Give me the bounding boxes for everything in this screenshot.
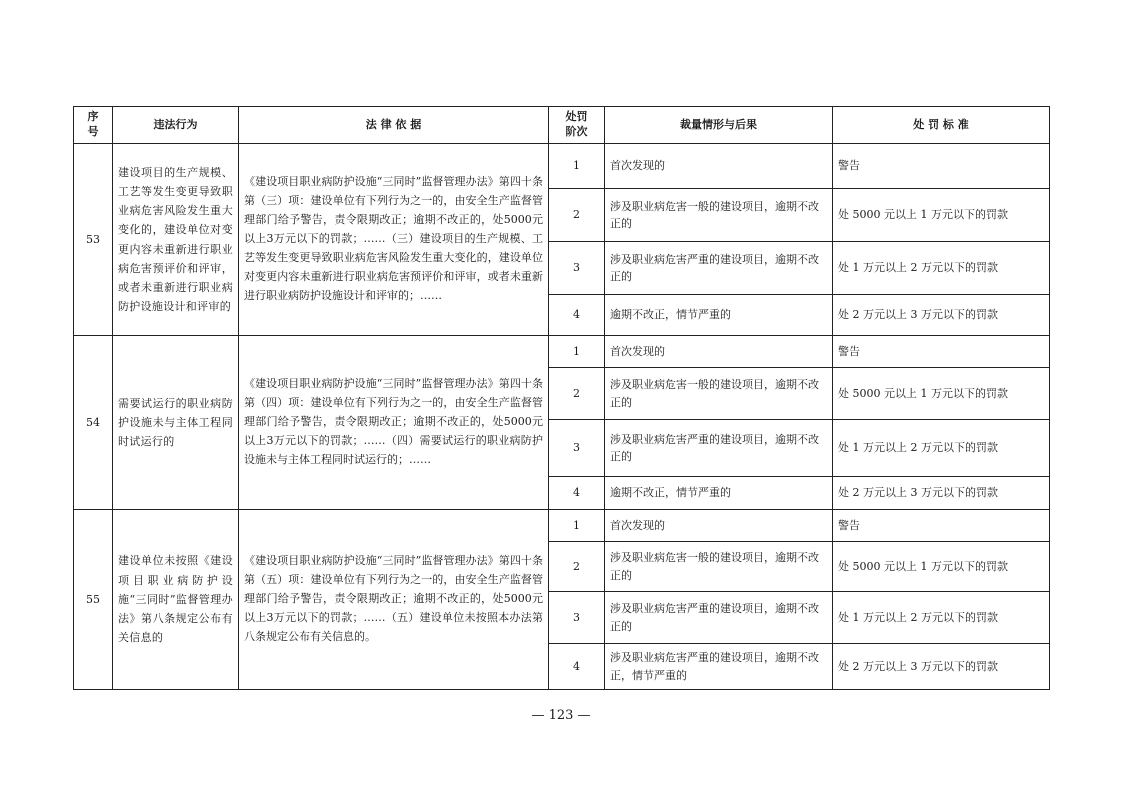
legal-basis-cell: 《建设项目职业病防护设施“三同时”监督管理办法》第四十条第（三）项：建设单位有下列行为之一的，由安全生产监督管理部门给予警告，责令限期改正；逾期不改正的，处5000元以上3万元以下的罚款；……（三）建设项目的生产规模、工艺等发生变更导致职业病危害风险发生重大变化的，建设单位对变更内容未重新进行职业病危害预评价和评审，或者未重新进行职业病防护设施设计和评审的；…… xyxy=(239,144,549,336)
header-law: 法 律 依 据 xyxy=(239,107,549,144)
header-no: 序号 xyxy=(74,107,113,144)
penalty-standard: 警告 xyxy=(833,510,1050,542)
discretion-condition: 首次发现的 xyxy=(605,336,833,368)
penalty-standard: 处 5000 元以上 1 万元以下的罚款 xyxy=(833,189,1050,242)
header-row xyxy=(74,107,1050,144)
penalty-standard: 处 2 万元以上 3 万元以下的罚款 xyxy=(833,295,1050,336)
discretion-condition: 逾期不改正，情节严重的 xyxy=(605,295,833,336)
discretion-condition: 涉及职业病危害一般的建设项目，逾期不改正的 xyxy=(605,189,833,242)
violation-cell: 建设项目的生产规模、工艺等发生变更导致职业病危害风险发生重大变化的，建设单位对变更内容未重新进行职业病危害预评价和评审，或者未重新进行职业病防护设施设计和评审的 xyxy=(113,144,239,336)
page-number: — 123 — xyxy=(531,708,591,723)
penalty-level: 1 xyxy=(549,510,605,542)
discretion-condition: 首次发现的 xyxy=(605,510,833,542)
penalty-level: 1 xyxy=(549,144,605,189)
table-row xyxy=(74,144,1050,189)
table-row xyxy=(74,336,1050,368)
penalty-level: 4 xyxy=(549,644,605,690)
penalty-standard: 处 2 万元以上 3 万元以下的罚款 xyxy=(833,477,1050,510)
row-number: 55 xyxy=(74,510,113,690)
row-number: 54 xyxy=(74,336,113,510)
discretion-condition: 涉及职业病危害严重的建设项目，逾期不改正，情节严重的 xyxy=(605,644,833,690)
penalty-table xyxy=(73,106,1050,690)
discretion-condition: 逾期不改正，情节严重的 xyxy=(605,477,833,510)
penalty-level: 2 xyxy=(549,368,605,420)
violation-cell: 建设单位未按照《建设项目职业病防护设施“三同时”监督管理办法》第八条规定公布有关信息的 xyxy=(113,510,239,690)
discretion-condition: 涉及职业病危害一般的建设项目，逾期不改正的 xyxy=(605,368,833,420)
header-cond: 裁量情形与后果 xyxy=(605,107,833,144)
penalty-standard: 警告 xyxy=(833,336,1050,368)
penalty-level: 3 xyxy=(549,420,605,477)
penalty-level: 4 xyxy=(549,477,605,510)
penalty-standard: 处 5000 元以上 1 万元以下的罚款 xyxy=(833,542,1050,592)
discretion-condition: 首次发现的 xyxy=(605,144,833,189)
table-row xyxy=(74,510,1050,542)
penalty-level: 1 xyxy=(549,336,605,368)
penalty-standard: 处 1 万元以上 2 万元以下的罚款 xyxy=(833,592,1050,644)
discretion-condition: 涉及职业病危害一般的建设项目，逾期不改正的 xyxy=(605,542,833,592)
header-std: 处 罚 标 准 xyxy=(833,107,1050,144)
penalty-standard: 处 1 万元以上 2 万元以下的罚款 xyxy=(833,242,1050,295)
penalty-standard: 处 5000 元以上 1 万元以下的罚款 xyxy=(833,368,1050,420)
legal-basis-cell: 《建设项目职业病防护设施“三同时”监督管理办法》第四十条第（五）项：建设单位有下列行为之一的，由安全生产监督管理部门给予警告，责令限期改正；逾期不改正的，处5000元以上3万元以下的罚款；……（五）建设单位未按照本办法第八条规定公布有关信息的。 xyxy=(239,510,549,690)
penalty-standard: 处 2 万元以上 3 万元以下的罚款 xyxy=(833,644,1050,690)
penalty-standard: 警告 xyxy=(833,144,1050,189)
penalty-standard: 处 1 万元以上 2 万元以下的罚款 xyxy=(833,420,1050,477)
penalty-level: 2 xyxy=(549,189,605,242)
header-times: 处罚阶次 xyxy=(549,107,605,144)
penalty-level: 4 xyxy=(549,295,605,336)
discretion-condition: 涉及职业病危害严重的建设项目，逾期不改正的 xyxy=(605,592,833,644)
penalty-level: 2 xyxy=(549,542,605,592)
penalty-level: 3 xyxy=(549,592,605,644)
discretion-condition: 涉及职业病危害严重的建设项目，逾期不改正的 xyxy=(605,242,833,295)
discretion-condition: 涉及职业病危害严重的建设项目，逾期不改正的 xyxy=(605,420,833,477)
row-number: 53 xyxy=(74,144,113,336)
violation-cell: 需要试运行的职业病防护设施未与主体工程同时试运行的 xyxy=(113,336,239,510)
penalty-level: 3 xyxy=(549,242,605,295)
header-act: 违法行为 xyxy=(113,107,239,144)
legal-basis-cell: 《建设项目职业病防护设施“三同时”监督管理办法》第四十条第（四）项：建设单位有下列行为之一的，由安全生产监督管理部门给予警告，责令限期改正；逾期不改正的，处5000元以上3万元以下的罚款；……（四）需要试运行的职业病防护设施未与主体工程同时试运行的；…… xyxy=(239,336,549,510)
